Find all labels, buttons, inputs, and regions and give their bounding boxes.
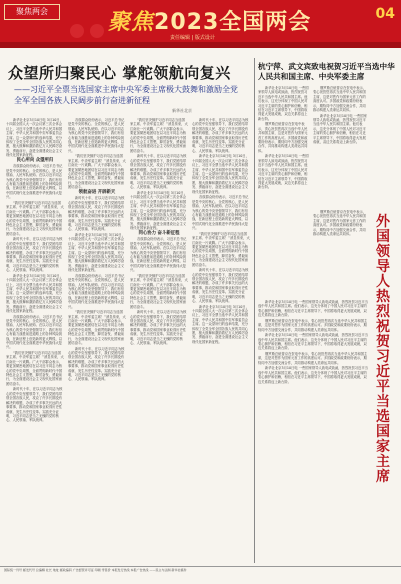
section-head: 民心所向 众望所归: [16, 157, 54, 163]
paragraph: 新时代十年，在以习近平同志为核心的党中央坚强领导下，我们党团结带领全国各族人民，攻克了许多长期没有解决的难题，办成了许多事关长远的大事要事，推动党和国家事业取得历史性成就、发生历史性变革。实践充分证明，习近平同志是当之无愧的党的核心、人民领袖、军队统帅。: [192, 118, 249, 153]
section-label: 聚焦两会: [4, 4, 60, 20]
paragraph: 各族群众纷纷表示，习近平总书记是党中央的核心、全党的核心，是人民领袖、人民军队统帅。在以习近平同志为核心的党中央坚强领导下，我们有信心有能力战胜前进道路上的各种风险挑战，在新征程上创造新的更大辉煌，以中国式现代化全面推进中华民族伟大复兴。: [6, 314, 63, 350]
article-column-4: [192, 118, 250, 563]
headline-text: 2023全国两会: [154, 10, 312, 35]
paragraph: 各族群众纷纷表示，习近平总书记是党中央的核心、全党的核心，是人民领袖、人民军队统帅。在以习近平同志为核心的党中央坚强领导下，我们有信心有能力战胜前进道路上的各种风险挑战，在新征程上创造新的更大辉煌，以中国式现代化全面推进中华民族伟大复兴。: [68, 118, 125, 153]
paragraph: 新华社北京3月10日电 3月10日，十四届全国人大一次会议第三次全体会议上，习近平全票当选中华人民共和国主席、中华人民共和国中央军事委员会主席。这一众望所归的选举结果，充分体现了全党全军全国各族人民的共同心愿，极大鼓舞和激励着亿万人民踔厉奋发、勇毅前行，奋进全面建设社会主义现代化国家新征程。: [6, 118, 63, 158]
paragraph: “我们坚决拥护习近平同志当选国家主席、中央军委主席！”消息传来，大江南北一片欢腾。广大干部群众表示，要更加紧密地团结在以习近平同志为核心的党中央周围，全面贯彻新时代中国特色社会主义思想，踔厉奋发、勇毅前行，为全面建设社会主义现代化国家而团结奋斗。: [192, 231, 250, 267]
article-column-3: [130, 118, 188, 563]
paragraph: 新华社北京3月10日电 3月10日，十四届全国人大一次会议第三次全体会议上，习近平全票当选中华人民共和国主席、中华人民共和国中央军事委员会主席。这一众望所归的选举结果，充分体现了全党全军全国各族人民的共同心愿，极大鼓舞和激励着亿万人民踔厉奋发、勇毅前行，奋进全面建设社会主义现代化国家新征程。: [130, 190, 187, 231]
right-column-3: [258, 300, 368, 562]
paragraph: 新时代十年，在以习近平同志为核心的党中央坚强领导下，我们党团结带领全国各族人民，攻克了许多长期没有解决的难题，办成了许多事关长远的大事要事，推动党和国家事业取得历史性成就、发生历史性变革。实践充分证明，习近平同志是当之无愧的党的核心、人民领袖、军队统帅。: [130, 154, 187, 190]
main-article-subtitle: ——习近平全票当选国家主席中央军委主席极大鼓舞和激励全党: [14, 85, 238, 94]
decorative-dot: [70, 24, 84, 38]
vertical-headline: 外国领导人热烈祝贺习近平当选国家主席: [376, 214, 390, 485]
paragraph: 各族群众纷纷表示，习近平总书记是党中央的核心、全党的核心，是人民领袖、人民军队统帅。在以习近平同志为核心的党中央坚强领导下，我们有信心有能力战胜前进道路上的各种风险挑战，在新征程上创造新的更大辉煌，以中国式现代化全面推进中华民族伟大复兴。: [68, 273, 125, 309]
decorative-dot: [90, 24, 104, 38]
right-column-4: [313, 210, 368, 298]
section-head: 领航奋进 开辟新天: [78, 189, 116, 195]
paragraph: “我们坚决拥护习近平同志当选国家主席、中央军委主席！”消息传来，大江南北一片欢腾。广大干部群众表示，要更加紧密地团结在以习近平同志为核心的党中央周围，全面贯彻新时代中国特色社会主义思想，踔厉奋发、勇毅前行，为全面建设社会主义现代化国家而团结奋斗。: [6, 351, 64, 386]
paragraph: 新华社北京3月10日电 一些国家领导人致电或致函，热烈祝贺习近平当选中华人民共和国主席。他们表示，这充分体现了中国人民对习近平主席的衷心拥护和信赖，相信在习近平主席领导下，中国将取得更大发展成就，双边关系将迈上新台阶。: [258, 366, 368, 384]
paragraph: “我们坚决拥护习近平同志当选国家主席、中央军委主席！”消息传来，大江南北一片欢腾。广大干部群众表示，要更加紧密地团结在以习近平同志为核心的党中央周围，全面贯彻新时代中国特色社会主义思想，踔厉奋发、勇毅前行，为全面建设社会主义现代化国家而团结奋斗。: [130, 273, 188, 309]
section-head: 同心协力 奋斗新征程: [138, 230, 180, 236]
main-article-byline: 新华社北京: [172, 108, 192, 113]
paragraph: 新华社北京3月10日电 一些国家领导人致电或致函，热烈祝贺习近平当选中华人民共和国主席。他们表示，这充分体现了中国人民对习近平主席的衷心拥护和信赖，相信在习近平主席领导下，中国将取得更大发展成就，双边关系将迈上新台阶。: [258, 333, 368, 351]
paragraph: 新时代十年，在以习近平同志为核心的党中央坚强领导下，我们党团结带领全国各族人民，攻克了许多长期没有解决的难题，办成了许多事关长远的大事要事，推动党和国家事业取得历史性成就、发生历史性变革。实践充分证明，习近平同志是当之无愧的党的核心、人民领袖、军队统帅。: [68, 196, 125, 232]
page-number: 04: [375, 6, 395, 22]
paragraph: 新华社北京3月10日电 一些国家领导人致电或致函，热烈祝贺习近平当选中华人民共和国主席。他们表示，这充分体现了中国人民对习近平主席的衷心拥护和信赖，相信在习近平主席领导下，中国将取得更大发展成就，双边关系将迈上新台阶。: [258, 154, 309, 190]
page-info: [376, 6, 395, 22]
paragraph: 新华社北京3月10日电 一些国家领导人致电或致函，热烈祝贺习近平当选中华人民共和国主席。他们表示，这充分体现了中国人民对习近平主席的衷心拥护和信赖，相信在习近平主席领导下，中国将取得更大发展成就，双边关系将迈上新台阶。: [258, 300, 368, 318]
paragraph: 各族群众纷纷表示，习近平总书记是党中央的核心、全党的核心，是人民领袖、人民军队统帅。在以习近平同志为核心的党中央坚强领导下，我们有信心有能力战胜前进道路上的各种风险挑战，在新征程上创造新的更大辉煌，以中国式现代化全面推进中华民族伟大复兴。: [192, 195, 249, 231]
paragraph: 新时代十年，在以习近平同志为核心的党中央坚强领导下，我们党团结带领全国各族人民，攻克了许多长期没有解决的难题，办成了许多事关长远的大事要事，推动党和国家事业取得历史性成就、发生历史性变革。实践充分证明，习近平同志是当之无愧的党的核心、人民领袖、军队统帅。: [6, 237, 63, 273]
paragraph: 新时代十年，在以习近平同志为核心的党中央坚强领导下，我们党团结带领全国各族人民，攻克了许多长期没有解决的难题，办成了许多事关长远的大事要事，推动党和国家事业取得历史性成就、发生历史性变革。实践充分证明，习近平同志是当之无愧的党的核心、人民领袖、军队统帅。: [68, 346, 125, 382]
page-footer: 国际统一刊号 邮发代号 总编辑 社长 地址 邮政编码 广告经营许可证 印刷 零售价 本报发行热线 本报广告热线 ——民主与法制·新华社稿件: [0, 566, 401, 584]
paragraph: 新华社北京3月10日电 3月10日，十四届全国人大一次会议第三次全体会议上，习近平全票当选中华人民共和国主席、中华人民共和国中央军事委员会主席。这一众望所归的选举结果，充分体现了全党全军全国各族人民的共同心愿，极大鼓舞和激励着亿万人民踔厉奋发、勇毅前行，奋进全面建设社会主义现代化国家新征程。: [192, 154, 249, 194]
paragraph: “我们坚决拥护习近平同志当选国家主席、中央军委主席！”消息传来，大江南北一片欢腾。广大干部群众表示，要更加紧密地团结在以习近平同志为核心的党中央周围，全面贯彻新时代中国特色社会主义思想，踔厉奋发、勇毅前行，为全面建设社会主义现代化国家而团结奋斗。: [130, 118, 188, 153]
paragraph: 俄罗斯总统普京在贺电中表示，衷心祝贺您再次当选中华人民共和国主席，这是对您作为国家元首工作的高度认可。多国政党和政要纷纷表示，期待同中方加强交流合作，共同推动构建人类命运共同体。: [313, 86, 367, 113]
masthead-edge: [0, 42, 401, 48]
right-column-2: [313, 86, 368, 206]
masthead: [0, 0, 401, 48]
headline-prefix: 聚焦: [108, 10, 155, 35]
article-column-2: [68, 118, 126, 563]
paragraph: “我们坚决拥护习近平同志当选国家主席、中央军委主席！”消息传来，大江南北一片欢腾。广大干部群众表示，要更加紧密地团结在以习近平同志为核心的党中央周围，全面贯彻新时代中国特色社会主义思想，踔厉奋发、勇毅前行，为全面建设社会主义现代化国家而团结奋斗。: [6, 200, 64, 236]
paragraph: 新华社北京3月10日电 一些国家领导人致电或致函，热烈祝贺习近平当选中华人民共和国主席。他们表示，这充分体现了中国人民对习近平主席的衷心拥护和信赖，相信在习近平主席领导下，中国将取得更大发展成就，双边关系将迈上新台阶。: [258, 86, 309, 121]
masthead-tagline: 责任编辑 | 版式设计: [170, 35, 215, 41]
paragraph: 俄罗斯总统普京在贺电中表示，衷心祝贺您再次当选中华人民共和国主席，这是对您作为国家元首工作的高度认可。多国政党和政要纷纷表示，期待同中方加强交流合作，共同推动构建人类命运共同体。: [258, 352, 368, 365]
article-column-1: [6, 118, 64, 563]
paragraph: 新华社北京3月10日电 3月10日，十四届全国人大一次会议第三次全体会议上，习近平全票当选中华人民共和国主席、中华人民共和国中央军事委员会主席。这一众望所归的选举结果，充分体现了全党全军全国各族人民的共同心愿，极大鼓舞和激励着亿万人民踔厉奋发、勇毅前行，奋进全面建设社会主义现代化国家新征程。: [6, 273, 63, 313]
right-article-heading: 杭宁萍、武文宾致电祝贺习近平当选中华人民共和国主席、中央军委主席: [258, 62, 395, 81]
paragraph: “我们坚决拥护习近平同志当选国家主席、中央军委主席！”消息传来，大江南北一片欢腾。广大干部群众表示，要更加紧密地团结在以习近平同志为核心的党中央周围，全面贯彻新时代中国特色社会主义思想，踔厉奋发、勇毅前行，为全面建设社会主义现代化国家而团结奋斗。: [68, 154, 126, 190]
masthead-headline: [108, 5, 311, 36]
right-column-1: [258, 86, 310, 296]
paragraph: 各族群众纷纷表示，习近平总书记是党中央的核心、全党的核心，是人民领袖、人民军队统帅。在以习近平同志为核心的党中央坚强领导下，我们有信心有能力战胜前进道路上的各种风险挑战，在新征程上创造新的更大辉煌，以中国式现代化全面推进中华民族伟大复兴。: [130, 237, 187, 273]
paragraph: 各族群众纷纷表示，习近平总书记是党中央的核心、全党的核心，是人民领袖、人民军队统帅。在以习近平同志为核心的党中央坚强领导下，我们有信心有能力战胜前进道路上的各种风险挑战，在新征程上创造新的更大辉煌，以中国式现代化全面推进中华民族伟大复兴。: [6, 164, 63, 200]
paragraph: 新华社北京3月10日电 一些国家领导人致电或致函，热烈祝贺习近平当选中华人民共和国主席。他们表示，这充分体现了中国人民对习近平主席的衷心拥护和信赖，相信在习近平主席领导下，中国将取得更大发展成就，双边关系将迈上新台阶。: [313, 113, 367, 145]
main-article-title: 众望所归聚民心 掌舵领航向复兴: [8, 64, 231, 82]
paragraph: “我们坚决拥护习近平同志当选国家主席、中央军委主席！”消息传来，大江南北一片欢腾。广大干部群众表示，要更加紧密地团结在以习近平同志为核心的党中央周围，全面贯彻新时代中国特色社会主义思想，踔厉奋发、勇毅前行，为全面建设社会主义现代化国家而团结奋斗。: [68, 310, 126, 346]
paragraph: 俄罗斯总统普京在贺电中表示，衷心祝贺您再次当选中华人民共和国主席，这是对您作为国家元首工作的高度认可。多国政党和政要纷纷表示，期待同中方加强交流合作，共同推动构建人类命运共同体。: [258, 122, 308, 153]
column-divider: [254, 58, 255, 563]
paragraph: 新时代十年，在以习近平同志为核心的党中央坚强领导下，我们党团结带领全国各族人民，攻克了许多长期没有解决的难题，办成了许多事关长远的大事要事，推动党和国家事业取得历史性成就、发生历史性变革。实践充分证明，习近平同志是当之无愧的党的核心、人民领袖、军队统帅。: [6, 387, 63, 423]
paragraph: 新华社北京3月10日电 3月10日，十四届全国人大一次会议第三次全体会议上，习近平全票当选中华人民共和国主席、中华人民共和国中央军事委员会主席。这一众望所归的选举结果，充分体现了全党全军全国各族人民的共同心愿，极大鼓舞和激励着亿万人民踔厉奋发、勇毅前行，奋进全面建设社会主义现代化国家新征程。: [68, 232, 125, 273]
main-article-subtitle-2: 全军全国各族人民阔步前行奋进新征程: [14, 96, 150, 105]
paragraph: 俄罗斯总统普京在贺电中表示，衷心祝贺您再次当选中华人民共和国主席，这是对您作为国家元首工作的高度认可。多国政党和政要纷纷表示，期待同中方加强交流合作，共同推动构建人类命运共同体。: [258, 318, 368, 332]
paragraph: 新华社北京3月10日电 3月10日，十四届全国人大一次会议第三次全体会议上，习近平全票当选中华人民共和国主席、中华人民共和国中央军事委员会主席。这一众望所归的选举结果，充分体现了全党全军全国各族人民的共同心愿，极大鼓舞和激励着亿万人民踔厉奋发、勇毅前行，奋进全面建设社会主义现代化国家新征程。: [192, 304, 249, 344]
paragraph: 新时代十年，在以习近平同志为核心的党中央坚强领导下，我们党团结带领全国各族人民，攻克了许多长期没有解决的难题，办成了许多事关长远的大事要事，推动党和国家事业取得历史性成就、发生历史性变革。实践充分证明，习近平同志是当之无愧的党的核心、人民领袖、军队统帅。: [192, 268, 249, 303]
paragraph: 新时代十年，在以习近平同志为核心的党中央坚强领导下，我们党团结带领全国各族人民，攻克了许多长期没有解决的难题，办成了许多事关长远的大事要事，推动党和国家事业取得历史性成就、发生历史性变革。实践充分证明，习近平同志是当之无愧的党的核心、人民领袖、军队统帅。: [130, 310, 187, 346]
paragraph: 俄罗斯总统普京在贺电中表示，衷心祝贺您再次当选中华人民共和国主席，这是对您作为国家元首工作的高度认可。多国政党和政要纷纷表示，期待同中方加强交流合作，共同推动构建人类命运共同体。: [313, 210, 367, 237]
